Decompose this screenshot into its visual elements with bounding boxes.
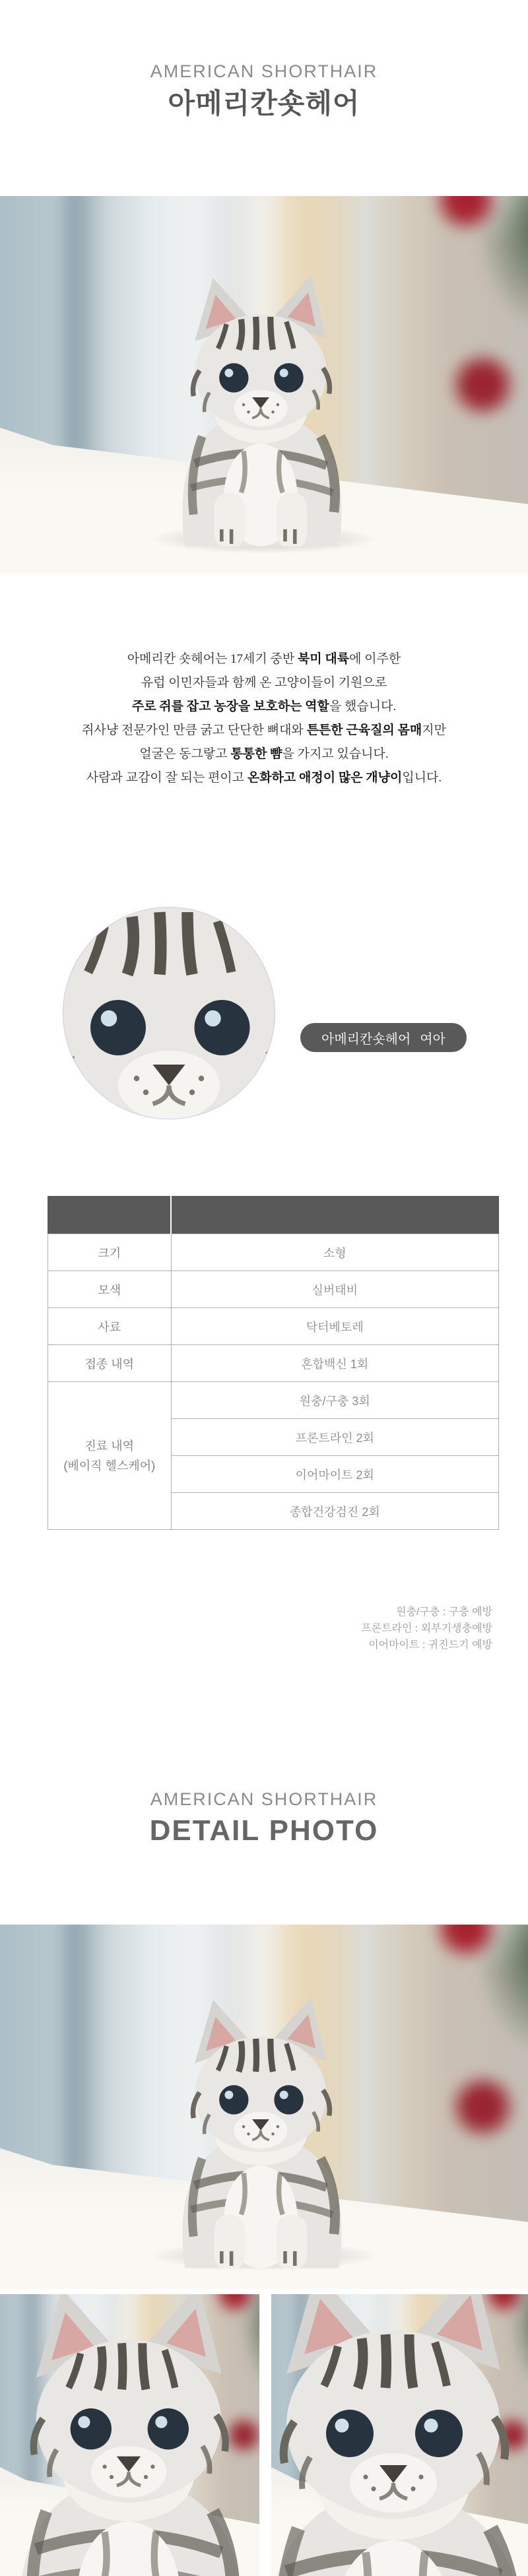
breed-sex-badge — [300, 1023, 467, 1052]
care-group-label-line2: (베이직 헬스케어) — [63, 1459, 156, 1472]
description-line: 사람과 교감이 잘 되는 편이고 온화하고 애정이 많은 개냥이입니다. — [86, 771, 442, 785]
row-label: 접종 내역 — [48, 1345, 172, 1382]
row-value: 프론트라인 2회 — [171, 1419, 499, 1456]
badge-sex-label: 여아 — [420, 1032, 446, 1047]
badge-breed-label: 아메리칸숏헤어 — [321, 1032, 411, 1047]
table-row — [48, 1271, 499, 1308]
kitten-illustration — [139, 265, 383, 546]
table-header-cell-value — [171, 1197, 499, 1234]
description-line: 쥐사냥 전문가인 만큼 굵고 단단한 뼈대와 튼튼한 근육질의 몸매지만 — [82, 723, 446, 737]
page-title-kr: 아메리칸숏헤어 — [168, 88, 360, 119]
care-group-label — [48, 1382, 172, 1530]
row-value: 닥터베토레 — [171, 1308, 499, 1345]
footnote-line: 원충/구충 : 구충 예방 — [396, 1606, 492, 1618]
description-line: 주로 쥐를 잡고 농장을 보호하는 역할을 했습니다. — [131, 700, 397, 713]
row-value: 종합건강검진 2회 — [171, 1493, 499, 1530]
row-value: 실버태비 — [171, 1271, 499, 1308]
kitten-illustration — [63, 907, 275, 1119]
kitten-illustration — [139, 1987, 383, 2268]
page-header — [0, 0, 528, 120]
care-group-label-line1: 진료 내역 — [84, 1439, 135, 1453]
table-header-row — [48, 1197, 499, 1234]
photo-kitten-closeup-left — [0, 2294, 259, 2576]
table-row — [48, 1345, 499, 1382]
row-label: 크기 — [48, 1234, 172, 1271]
row-label: 모색 — [48, 1271, 172, 1308]
info-table — [48, 1196, 499, 1530]
footnote-line: 프론트라인 : 외부기생충예방 — [361, 1623, 492, 1634]
photo-kitten-main — [0, 196, 528, 574]
kitten-illustration — [271, 2294, 528, 2576]
description-line: 얼굴은 동그랗고 통통한 뺨을 가지고 있습니다. — [139, 747, 389, 761]
profile-photo-circle — [63, 907, 275, 1119]
table-header-cell-label — [48, 1197, 172, 1234]
table-row — [48, 1234, 499, 1271]
table-row — [48, 1308, 499, 1345]
page-title-en: AMERICAN SHORTHAIR — [150, 61, 378, 81]
profile-section — [0, 790, 528, 1133]
row-value: 원충/구충 3회 — [171, 1382, 499, 1419]
row-value: 혼합백신 1회 — [171, 1345, 499, 1382]
closeup-photo-row — [0, 2294, 528, 2576]
footnote-line: 이어마이트 : 귀진드기 예방 — [368, 1639, 492, 1651]
description-line: 아메리칸 숏헤어는 17세기 중반 북미 대륙에 이주한 — [127, 652, 401, 666]
description-line: 유럽 이민자들과 함께 온 고양이들이 기원으로 — [141, 676, 387, 690]
row-value: 이어마이트 2회 — [171, 1456, 499, 1493]
detail-header — [0, 1789, 528, 1848]
detail-title-main: DETAIL PHOTO — [149, 1814, 379, 1847]
detail-title-en: AMERICAN SHORTHAIR — [150, 1789, 378, 1809]
breed-description — [0, 647, 528, 790]
row-value: 소형 — [171, 1234, 499, 1271]
kitten-illustration — [0, 2294, 259, 2576]
photo-kitten-closeup-right — [271, 2294, 528, 2576]
care-footnotes — [0, 1604, 528, 1653]
row-label: 사료 — [48, 1308, 172, 1345]
table-row — [48, 1382, 499, 1419]
photo-kitten-detail — [0, 1925, 528, 2289]
